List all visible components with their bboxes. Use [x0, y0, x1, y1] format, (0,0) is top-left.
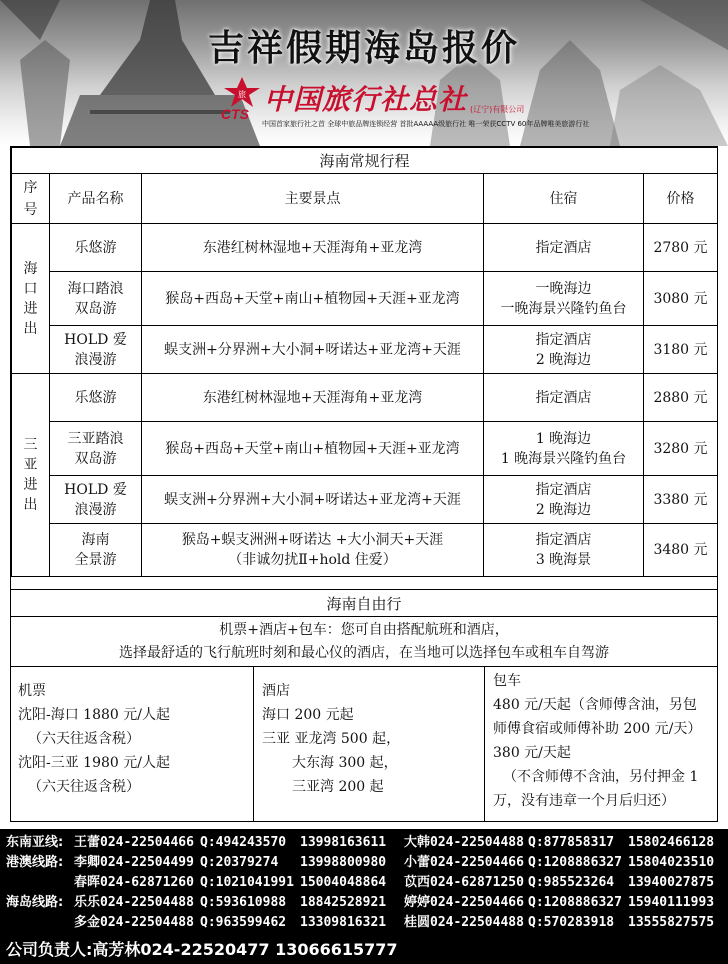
cell-line: 海南: [81, 532, 110, 548]
contact-tel2: 024-22504488: [430, 915, 524, 930]
hotel-box: [253, 667, 484, 822]
contact-mobile2: 13940027875: [628, 875, 715, 890]
contact-name: 春晖: [74, 875, 101, 890]
product-cell: [50, 326, 142, 374]
contact-name2: 大韩: [404, 835, 431, 850]
header-price: 价格: [644, 174, 718, 224]
cell-line: （非诚勿扰Ⅱ+hold 住爱）: [228, 552, 397, 568]
page-title: 吉祥假期海岛报价: [207, 28, 520, 69]
contact-qq: Q:963599462: [200, 915, 287, 930]
contact-mobile: 18842528921: [300, 895, 387, 910]
cell-line: 海: [23, 260, 38, 277]
header-hotel: 住宿: [484, 174, 644, 224]
hotel-cell: [484, 374, 644, 422]
logo-sub: (辽宁)有限公司: [470, 105, 525, 114]
free-desc-line: 机票+酒店+包车：您可自由搭配航班和酒店，: [219, 622, 509, 638]
contact-line: 港澳线路:: [6, 855, 64, 870]
product-cell: [50, 224, 142, 272]
contact-mobile2: 15804023510: [628, 855, 715, 870]
cell-line: 全景游: [74, 552, 117, 568]
free-desc-line: 选择最舒适的飞行航班时刻和最心仪的酒店，在当地可以选择包车或租车自驾游: [119, 645, 609, 661]
free-travel-title: 海南自由行: [10, 589, 718, 617]
cell-line: 双岛游: [74, 450, 117, 467]
hotel-title: 酒店: [262, 683, 290, 699]
product-cell: [50, 476, 142, 524]
flight-line: 沈阳-海口 1880 元/人起: [18, 707, 170, 723]
cell-line: 双岛游: [74, 300, 117, 317]
contact-line: 海岛线路:: [6, 895, 64, 910]
hotel-cell: [484, 422, 644, 476]
cell-line: 出: [23, 497, 38, 513]
car-line: 万，没有违章一个月后归还）: [493, 793, 675, 809]
spots-cell: [142, 374, 484, 422]
contact-qq2: Q:877858317: [528, 835, 615, 850]
table-row: [12, 326, 718, 374]
contact-mobile: 13998163611: [300, 835, 387, 850]
contact-tel2: 024-22504488: [430, 835, 524, 850]
contact-mobile2: 13555827575: [628, 915, 715, 930]
header-spots: 主要景点: [142, 174, 484, 224]
cell-line: 蜈支洲+分界洲+大小洞+呀诺达+亚龙湾+天涯: [164, 341, 461, 358]
spots-cell: [142, 422, 484, 476]
spots-cell: [142, 224, 484, 272]
price-cell: 3080 元: [644, 272, 718, 326]
contact-qq: Q:20379274: [200, 855, 279, 870]
cell-line: 乐悠游: [74, 389, 117, 406]
free-travel-section: [10, 589, 718, 665]
contact-mobile2: 15940111993: [628, 895, 715, 910]
hotel-cell: [484, 272, 644, 326]
cell-line: 3 晚海景: [535, 552, 592, 568]
cell-line: 乐悠游: [74, 239, 117, 256]
car-line: 师傅食宿或师傅补助 200 元/天）: [493, 721, 702, 737]
hotel-line: 三亚湾 200 起: [292, 779, 384, 795]
contact-name: 多金: [74, 915, 101, 930]
logo-cn: 中国旅行社总社: [264, 83, 468, 116]
price-cell: 3180 元: [644, 326, 718, 374]
contact-name2: 苡西: [404, 875, 431, 890]
flight-title: 机票: [18, 683, 46, 699]
table-row: [12, 224, 718, 272]
cell-line: 指定酒店: [535, 532, 592, 548]
svg-text:旅: 旅: [238, 90, 246, 99]
contact-qq2: Q:1208886327: [528, 895, 622, 910]
hotel-cell: [484, 524, 644, 577]
car-title: 包车: [493, 673, 521, 689]
cell-line: 一晚海边: [535, 280, 592, 297]
car-line: 380 元/天起: [493, 745, 571, 761]
cell-line: 猴岛+西岛+天堂+南山+植物园+天涯+亚龙湾: [165, 440, 460, 457]
contact-qq2: Q:1208886327: [528, 855, 622, 870]
hotel-cell: [484, 326, 644, 374]
spots-cell: [142, 524, 484, 577]
spots-cell: [142, 476, 484, 524]
cell-line: HOLD 爱: [64, 331, 127, 348]
price-cell: 3480 元: [644, 524, 718, 577]
cell-line: 蜈支洲+分界洲+大小洞+呀诺达+亚龙湾+天涯: [164, 491, 461, 508]
section-title: 海南常规行程: [12, 148, 718, 174]
hotel-line: 海口 200 元起: [262, 707, 354, 723]
cell-line: 2 晚海边: [535, 501, 592, 518]
header-seq-char: 号: [23, 201, 38, 218]
flight-line: 沈阳-三亚 1980 元/人起: [18, 755, 170, 771]
car-box: [484, 667, 718, 822]
header-banner: [0, 0, 728, 146]
car-line: 480 元/天起（含师傅含油，另包: [493, 697, 697, 713]
contact-mobile: 13309816321: [300, 915, 387, 930]
cell-line: 指定酒店: [535, 331, 592, 348]
header-product: 产品名称: [50, 174, 142, 224]
cell-line: 进: [23, 477, 38, 493]
cell-line: 进: [23, 300, 38, 317]
contact-qq: Q:1021041991: [200, 875, 294, 890]
cell-line: 猴岛+西岛+天堂+南山+植物园+天涯+亚龙湾: [165, 290, 460, 307]
section-title-row: [12, 148, 718, 174]
itinerary-table: [11, 147, 718, 577]
cell-line: 浪漫游: [74, 501, 117, 518]
flight-box: [10, 667, 253, 822]
product-cell: [50, 422, 142, 476]
cell-line: 浪漫游: [74, 351, 117, 368]
contact-mobile: 15004048864: [300, 875, 387, 890]
contact-tel2: 024-22504466: [430, 895, 524, 910]
price-cell: 3280 元: [644, 422, 718, 476]
table-row: [12, 524, 718, 577]
cell-line: 1 晚海边: [535, 430, 592, 447]
contact-mobile: 13998800980: [300, 855, 387, 870]
contact-qq2: Q:985523264: [528, 875, 615, 890]
contact-mobile2: 15802466128: [628, 835, 715, 850]
logo-en: CTS: [221, 106, 249, 122]
spots-cell: [142, 272, 484, 326]
hotel-line: 大东海 300 起，: [292, 755, 398, 771]
hotel-cell: [484, 476, 644, 524]
table-row: [12, 374, 718, 422]
car-line: （不含师傅不含油，另付押金 1: [503, 769, 699, 785]
contact-name2: 小蕾: [404, 855, 431, 870]
contact-name: 乐乐: [74, 895, 101, 910]
cell-line: 亚: [23, 457, 38, 473]
company-manager: 公司负责人:高芳林024-22520477 13066615777: [6, 940, 398, 959]
cell-line: 一晚海景兴隆钓鱼台: [500, 300, 627, 317]
cell-line: 出: [23, 320, 38, 337]
cell-line: 三: [23, 437, 38, 453]
table-row: [12, 422, 718, 476]
cell-line: 指定酒店: [535, 389, 592, 406]
cell-line: HOLD 爱: [64, 481, 127, 498]
spots-cell: [142, 326, 484, 374]
contact-tel: 024-22504466: [100, 835, 194, 850]
cell-line: 口: [23, 280, 38, 297]
product-cell: [50, 524, 142, 577]
contact-line: 东南亚线:: [6, 835, 64, 850]
free-travel-boxes: [10, 666, 718, 822]
contact-tel: 024-22504499: [100, 855, 194, 870]
contact-tel2: 024-62871250: [430, 875, 524, 890]
hotel-line: 三亚 亚龙湾 500 起，: [262, 731, 401, 747]
contacts-bar: [0, 829, 728, 964]
contact-qq: Q:593610988: [200, 895, 287, 910]
header-seq-char: 序: [23, 179, 38, 196]
contact-name2: 桂圆: [404, 915, 431, 930]
contact-qq: Q:494243570: [200, 835, 287, 850]
cell-line: 海口踏浪: [67, 280, 124, 297]
cell-line: 猴岛+蜈支洲洲+呀诺达 +大小洞天+天涯: [181, 532, 444, 548]
hotel-cell: [484, 224, 644, 272]
cell-line: 东港红树林湿地+天涯海角+亚龙湾: [202, 389, 423, 406]
header-row: [12, 174, 718, 224]
flight-line: （六天往返含税）: [28, 731, 140, 747]
free-travel-desc: [10, 617, 718, 665]
contact-name: 李卿: [74, 855, 101, 870]
cts-star-icon: [222, 76, 262, 108]
group-name: [12, 224, 50, 374]
contact-tel2: 024-22504466: [430, 855, 524, 870]
group-name: [12, 374, 50, 577]
cell-line: 2 晚海边: [535, 351, 592, 368]
product-cell: [50, 374, 142, 422]
product-cell: [50, 272, 142, 326]
price-cell: 2780 元: [644, 224, 718, 272]
cell-line: 指定酒店: [535, 239, 592, 256]
contact-qq2: Q:570283918: [528, 915, 615, 930]
cell-line: 1 晚海景兴隆钓鱼台: [500, 450, 627, 467]
table-row: [12, 476, 718, 524]
contact-tel: 024-22504488: [100, 895, 194, 910]
header-seq: [12, 174, 50, 224]
cell-line: 东港红树林湿地+天涯海角+亚龙湾: [202, 239, 423, 256]
contact-tel: 024-22504488: [100, 915, 194, 930]
slogan: 中国首家旅行社之首 全球中旅品牌连锁经营 首批AAAAA级旅行社 唯一荣获CCTV 60年品牌唯美旅游行社: [262, 120, 590, 128]
table-row: [12, 272, 718, 326]
cell-line: 三亚踏浪: [67, 430, 124, 447]
contact-name2: 婷婷: [404, 895, 431, 910]
flight-line: （六天往返含税）: [28, 779, 140, 795]
contact-name: 王蕾: [74, 835, 101, 850]
contact-tel: 024-62871260: [100, 875, 194, 890]
price-cell: 2880 元: [644, 374, 718, 422]
cell-line: 指定酒店: [535, 481, 592, 498]
price-cell: 3380 元: [644, 476, 718, 524]
